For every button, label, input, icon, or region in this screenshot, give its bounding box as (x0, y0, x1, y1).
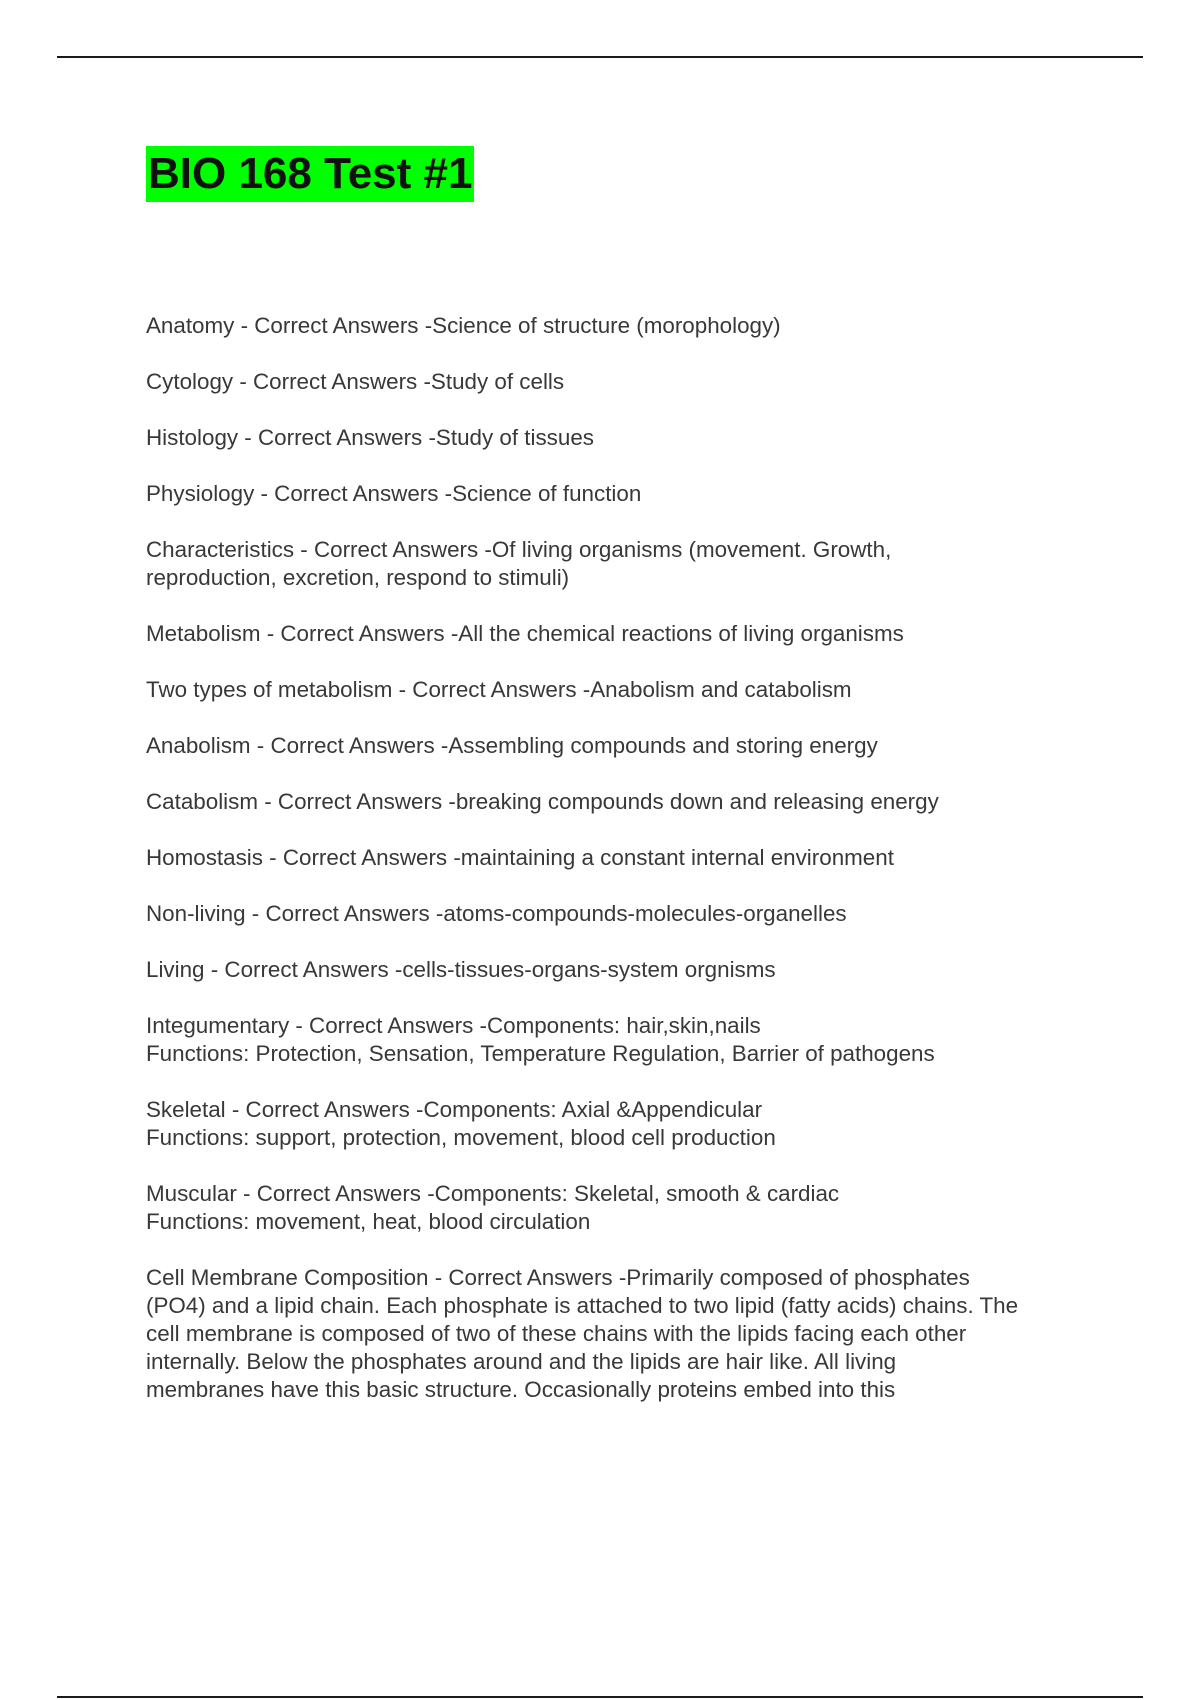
entry-living: Living - Correct Answers -cells-tissues-organs-system orgnisms (146, 957, 776, 982)
entry-integumentary: Integumentary - Correct Answers -Components: hair,skin,nails Functions: Protection, Sensation, Temperature Regulation, Barrier of pathogens (146, 1013, 935, 1066)
top-rule (57, 56, 1143, 58)
bottom-rule (57, 1696, 1143, 1698)
page-title: BIO 168 Test #1 (146, 146, 474, 202)
entry-skeletal: Skeletal - Correct Answers -Components: Axial &Appendicular Functions: support, protection, movement, blood cell production (146, 1097, 776, 1150)
entry-catabolism: Catabolism - Correct Answers -breaking compounds down and releasing energy (146, 789, 939, 814)
title-block (146, 146, 474, 202)
entry-homostasis: Homostasis - Correct Answers -maintaining a constant internal environment (146, 845, 894, 870)
entry-metabolism: Metabolism - Correct Answers -All the chemical reactions of living organisms (146, 621, 904, 646)
entry-characteristics: Characteristics - Correct Answers -Of living organisms (movement. Growth, reproduction, excretion, respond to stimuli) (146, 537, 892, 590)
entry-list (146, 312, 1106, 1432)
entry-muscular: Muscular - Correct Answers -Components: Skeletal, smooth & cardiac Functions: movement, heat, blood circulation (146, 1181, 840, 1234)
entry-anabolism: Anabolism - Correct Answers -Assembling compounds and storing energy (146, 733, 878, 758)
entry-physiology: Physiology - Correct Answers -Science of function (146, 481, 642, 506)
entry-anatomy: Anatomy - Correct Answers -Science of structure (morophology) (146, 313, 781, 338)
entry-histology: Histology - Correct Answers -Study of tissues (146, 425, 594, 450)
entry-two-types-of-metabolism: Two types of metabolism - Correct Answers -Anabolism and catabolism (146, 677, 852, 702)
entry-non-living: Non-living - Correct Answers -atoms-compounds-molecules-organelles (146, 901, 847, 926)
entry-cell-membrane-composition: Cell Membrane Composition - Correct Answers -Primarily composed of phosphates (PO4) and a lipid chain. Each phosphate is attached to two lipid (fatty acids) chains. The cell membrane is composed of two of these chains with the lipids facing each other internally. Below the phosphates around and the lipids are hair like. All living membranes have this basic structure. Occasionally proteins embed into this (146, 1265, 1019, 1402)
entry-cytology: Cytology - Correct Answers -Study of cells (146, 369, 565, 394)
